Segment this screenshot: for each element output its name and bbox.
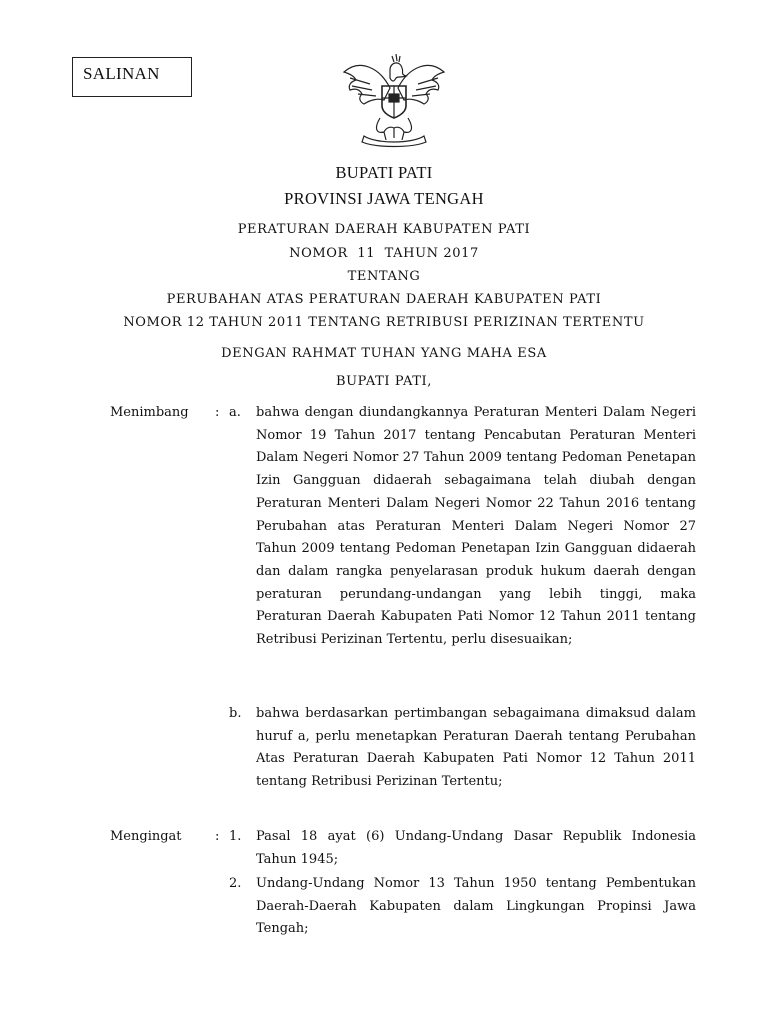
salinan-stamp <box>72 57 192 97</box>
title-subject-1: PERUBAHAN ATAS PERATURAN DAERAH KABUPATEN PATI <box>166 292 602 307</box>
title-number: NOMOR 11 TAHUN 2017 <box>289 246 479 261</box>
menimbang-marker-a: a. <box>229 405 241 420</box>
header-line-1: BUPATI PATI <box>335 163 433 182</box>
mengingat-item-1: Pasal 18 ayat (6) Undang-Undang Dasar Republik Indonesia Tahun 1945; <box>256 829 696 867</box>
title-blessing: DENGAN RAHMAT TUHAN YANG MAHA ESA <box>221 346 547 361</box>
menimbang-item-b: bahwa berdasarkan pertimbangan sebagaimana dimaksud dalam huruf a, perlu menetapkan Peraturan Daerah tentang Perubahan Atas Peraturan Daerah Kabupaten Pati Nomor 12 Tahun 2011 tentang Retribusi Perizinan Tertentu; <box>256 706 696 790</box>
garuda-emblem-icon <box>340 48 448 148</box>
title-bupati: BUPATI PATI, <box>335 374 433 389</box>
menimbang-marker-b: b. <box>229 706 242 721</box>
title-tentang: TENTANG <box>347 269 421 284</box>
mengingat-label: Mengingat <box>110 829 182 844</box>
salinan-label: SALINAN <box>83 64 160 83</box>
title-regulation: PERATURAN DAERAH KABUPATEN PATI <box>237 222 531 237</box>
menimbang-label: Menimbang <box>110 405 189 420</box>
mengingat-colon: : <box>215 829 220 844</box>
mengingat-marker-1: 1. <box>229 829 242 844</box>
menimbang-item-a: bahwa dengan diundangkannya Peraturan Menteri Dalam Negeri Nomor 19 Tahun 2017 tentang Pencabutan Peraturan Menteri Dalam Negeri Nomor 27 Tahun 2009 tentang Pedoman Penetapan Izin Gangguan didaerah sebagaimana telah diubah dengan Peraturan Menteri Dalam Negeri Nomor 22 Tahun 2016 tentang Perubahan atas Peraturan Menteri Dalam Negeri Nomor 27 Tahun 2009 tentang Pedoman Penetapan Izin Gangguan didaerah dan dalam rangka penyelarasan produk hukum daerah dengan peraturan perundang-undangan yang lebih tinggi, maka Peraturan Daerah Kabupaten Pati Nomor 12 Tahun 2011 tentang Retribusi Perizinan Tertentu, perlu disesuaikan; <box>256 405 696 648</box>
mengingat-marker-2: 2. <box>229 876 242 891</box>
header-line-2: PROVINSI JAWA TENGAH <box>284 189 484 208</box>
title-subject-2: NOMOR 12 TAHUN 2011 TENTANG RETRIBUSI PERIZINAN TERTENTU <box>123 315 645 330</box>
menimbang-colon: : <box>215 405 220 420</box>
mengingat-item-2: Undang-Undang Nomor 13 Tahun 1950 tentang Pembentukan Daerah-Daerah Kabupaten dalam Lingkungan Propinsi Jawa Tengah; <box>256 876 696 937</box>
